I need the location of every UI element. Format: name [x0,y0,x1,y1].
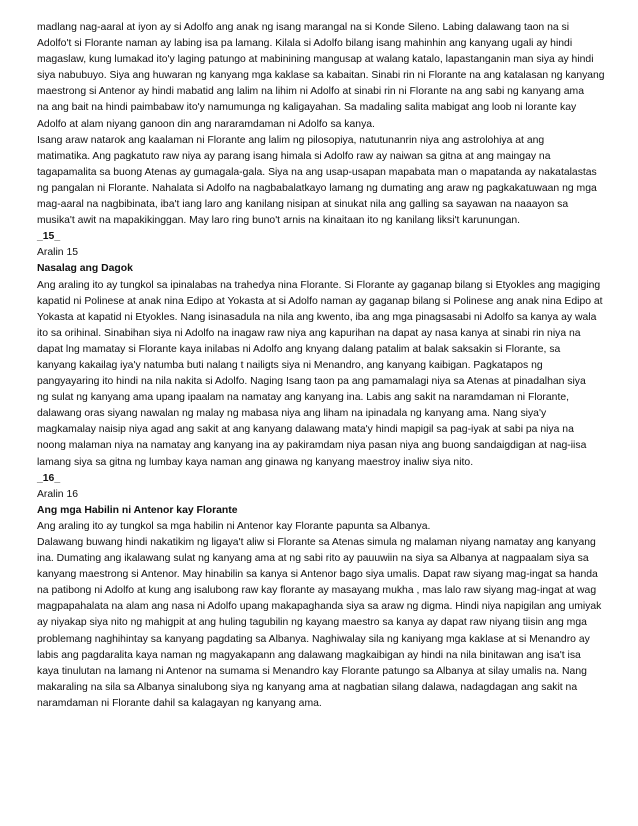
text-line: ina. Dumating ang ikalawang sulat ng kanyang ama at ng sabi rito ay pauuwiin na siya sa Albanya at nagpaalam siya sa [37,553,589,565]
aralin-label: Aralin 16 [37,488,79,500]
page-marker: _16_ [37,472,61,484]
page-marker: _15_ [37,231,61,243]
text-line: kanyang maestrong si Antenor. May hinabilin sa kanya si Antenor bago siya umalis. Dapat raw siyang mag-ingat sa handa [37,569,598,581]
text-line: Dalawang buwang hindi nakatikim ng ligaya't aliw si Florante sa Atenas simula ng malaman niyang namatay ang kanyang [37,537,596,548]
text-line: Adolfo at alam niyang ganoon din ang nararamdaman ni Adolfo sa kanya. [37,118,375,130]
text-line: madlang nag-aaral at iyon ay si Adolfo ang anak ng isang marangal na si Konde Sileno. Labing dalawang taon na si [37,22,570,33]
text-line: na patibong ni Adolfo at kung ang isalubong raw kay florante ay masayang mukha , mas lalo raw siyang mag-ingat at wag [37,585,597,597]
text-line: problemang naghihintay sa kanyang pagdating sa Albanya. Naghiwalay sila ng kaniyang mga kaklase at si Menandro ay [37,633,590,645]
text-line: siya nabubuyo. Siya ang huwaran ng kanyang mga kaklase sa kabaitan. Sinabi rin ni Florante na ang katalasan ng kanyang [37,70,605,82]
section-aralin-16 [37,471,605,712]
text-line: magaslaw, kung lumakad ito'y laging patungo at mabinining mangusap at walang katalo, lapastanganin man siya ay hindi [37,54,594,66]
text-line: maestrong si Antenor ay hindi mabatid ang lalim na lihim ni Adolfo at sinabi rin ni Florante na ang sabi ng kanyang ama [37,86,584,98]
section-title: Ang mga Habilin ni Antenor kay Florante [37,504,238,516]
text-line: Isang araw natarok ang kaalaman ni Florante ang lalim ng pilosopiya, natutunanrin niya ang astrolohiya at ang [37,134,545,146]
text-line: ng pangalan ni Florante. Nahalata si Adolfo na nagbabalatkayo lamang ng dumating ang araw ng pagkakatuwaan ng mga [37,182,597,194]
text-line: Yokasta at kapatid ni Etyokles. Nang isinasadula na nila ang kwento, iba ang mga pinagsasabi ni Adolfo sa kanya ay wala [37,311,597,323]
text-line: kapatid ni Polinese at anak nina Edipo at Yokasta at si Adolfo naman ay gaganap bilang si Polinese ang anak nina Edipo at [37,295,603,307]
text-line: mag-aaral na nagbibinata, iba't iang laro ang kanilang nisipan at sinukat nila ang galling sa sayawan na naaayon sa [37,199,569,211]
intro-paragraph [37,133,605,230]
text-line: kanyang kakailag iya'y natumba buti nalang t nailigts siya ni Menandro, ang kanyang kaibigan. Pagkatapos ng [37,359,543,371]
text-line: tagapamalita sa buong Atenas ay gumagala-gala. Siya na ang usap-usapan mapabata man o mapatanda ay nakatalastas [37,166,597,178]
text-line: dapat lng mamatay si Florante kaya inilabas ni Adolfo ang knyang dalang patalim at balak saksakin si Florante, sa [37,343,561,355]
text-line: dalawang oras siyang nawalan ng malay ng mabasa niya ang liham na ipinadala ng kanyang ama. Nang siya'y [37,408,547,420]
text-line: musika't awit na mapakikinggan. May laro ring buno't arnis na kinaitaan ito ng kanilang liksi't karunungan. [37,215,521,227]
text-line: ay niyakap siya nito ng mahigpit at ang huling tagubilin ng kayang maestro sa kanya ay dapat raw niyang tiisin ang mga [37,617,587,629]
text-line: labis ang pagdaralita kaya naman ng magyakapann ang dalawang magkaibigan ay hindi na nila binitawan ang isa't isa [37,649,581,661]
intro-paragraph [37,20,605,133]
aralin-label: Aralin 15 [37,247,79,259]
section-paragraph [37,519,605,535]
text-line: Adolfo't si Florante naman ay labing isa pa lamang. Kilala si Adolfo bilang isang mahinhin ang kanyang ugali ay hindi [37,38,573,50]
text-line: Ang araling ito ay tungkol sa mga habilin ni Antenor kay Florante papunta sa Albanya. [37,520,431,532]
text-line: lamang siya sa gitna ng lumbay kaya naman ang ginawa ng kanyang maestroy inaliw siya nito. [37,456,474,468]
section-title: Nasalag ang Dagok [37,263,133,275]
text-line: magkamalay naisip niya agad ang sakit at ang kanyang dalawang mata'y hindi mapigil sa pag-iyak at sabi pa niya na [37,424,574,436]
section-aralin-15 [37,229,605,470]
text-line: makaraling na sila sa Albanya sinalubong siya ng kanyang ama at nagbatian silang dalawa, nadagdagan ang sakit na [37,681,578,693]
text-line: pangyayaring ito hindi na nila nakita si Adolfo. Naging Isang taon pa ang pamamalagi niya sa Atenas at pinadalhan siya [37,376,586,388]
section-paragraph [37,278,605,471]
text-line: naramdaman ni Florante dahil sa kalagayan ng kanyang ama. [37,697,322,709]
document-page [37,20,605,712]
text-line: na ang bait na hindi paimbabaw ito'y namumunga ng kaligayahan. Sa madaling salita mabigat ang loob ni lorante kay [37,102,577,114]
text-line: ito sa orihinal. Sinabihan siya ni Adolfo na inagaw raw niya ang kapurihan na dapat ay nasa kanya at sinabi rin niya na [37,327,581,339]
text-line: ng sulat ng kanyang ama upang ipaalam na namatay ang kanyang ina. Labis ang sakit na naramdaman ni Florante, [37,392,570,404]
text-line: magpapahalata na alam ang nasa ni Adolfo upang makapaghanda siya sa araw ng digma. Hindi niya napigilan ang umiyak [37,601,602,613]
section-paragraph [37,535,605,712]
text-line: Ang araling ito ay tungkol sa ipinalabas na trahedya nina Florante. Si Florante ay gaganap bilang si Etyokles ang magiging [37,279,601,291]
text-line: matimatika. Ang pagkatuto raw niya ay parang isang himala si Adolfo raw ay naiwan sa gitna at ang maingay na [37,150,551,162]
text-line: noong malaman niya na namatay ang kanyang ina ay pakiramdam niya pasan niya ang buong sandaigdigan at nag-iisa [37,440,587,452]
text-line: kaya tinulutan na lamang ni Antenor na sumama si Menandro kay Florante patungo sa Albanya at silay umalis na. Nang [37,665,587,677]
